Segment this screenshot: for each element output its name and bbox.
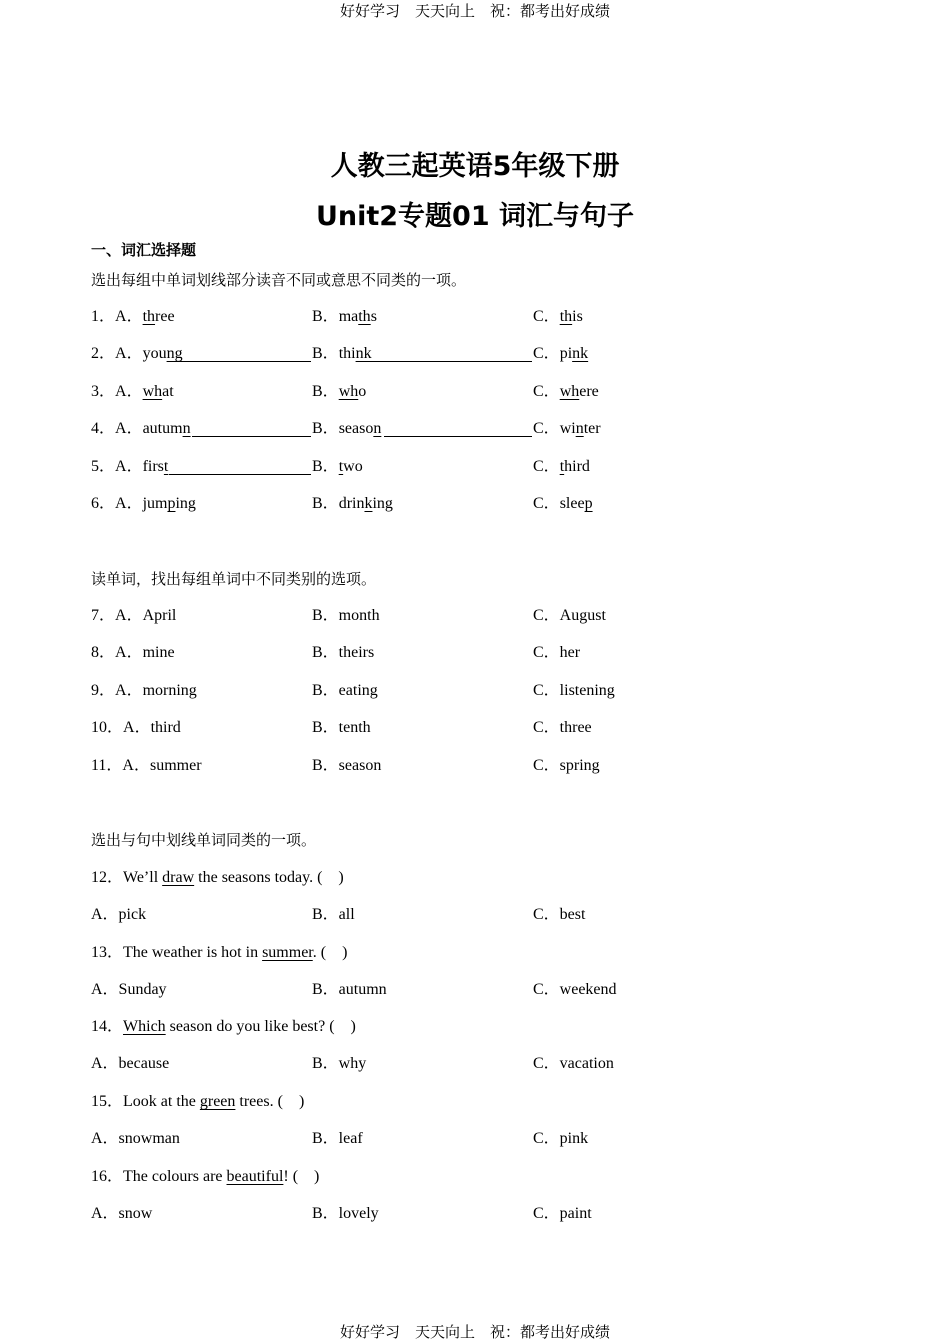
option-b: B．lovely xyxy=(312,1205,379,1222)
underlined-letters: wh xyxy=(559,383,580,400)
option-text: ere xyxy=(579,383,599,400)
underlined-letters: wh xyxy=(338,383,359,400)
underlined-letters: k xyxy=(364,495,373,512)
option-a: A．snowman xyxy=(91,1130,180,1147)
option-a xyxy=(91,306,175,328)
option-b xyxy=(312,306,377,328)
option-text: slee xyxy=(559,495,585,512)
sentence-text: 16．The colours are xyxy=(91,1168,227,1185)
sentence-text: 12．We’ll xyxy=(91,869,163,886)
underlined-word: Which xyxy=(123,1018,166,1035)
option-a xyxy=(91,605,176,627)
answer-blank-line xyxy=(371,361,532,362)
question-sentence xyxy=(91,1091,304,1113)
option-b: B．why xyxy=(312,1055,367,1072)
option-c: C．listening xyxy=(533,682,615,699)
option-letter: A． xyxy=(115,495,143,512)
option-c xyxy=(533,306,583,328)
part3-instruction: 选出与句中划线单词同类的一项。 xyxy=(91,831,317,849)
option-a: A．snow xyxy=(91,1205,153,1222)
question-sentence xyxy=(91,942,347,964)
option-a xyxy=(91,343,183,365)
option-c xyxy=(533,343,588,365)
option-c: C．paint xyxy=(533,1205,592,1222)
option-c xyxy=(533,418,601,440)
option-c: C．vacation xyxy=(533,1055,614,1072)
option-text: A．April xyxy=(115,607,177,624)
option-text: you xyxy=(142,345,167,362)
underlined-word: beautiful xyxy=(226,1168,284,1185)
option-b: B．leaf xyxy=(312,1130,363,1147)
sentence-text: ! ( ) xyxy=(283,1168,320,1185)
underlined-letters: th xyxy=(142,308,156,325)
option-c: C．best xyxy=(533,906,586,923)
question-number: 2． xyxy=(91,345,116,362)
question-sentence-row xyxy=(0,1091,950,1113)
option-c: C．three xyxy=(533,719,592,736)
question-sentence xyxy=(91,1166,319,1188)
option-letter: B． xyxy=(312,495,339,512)
option-text: jum xyxy=(142,495,168,512)
question-sentence xyxy=(91,1016,356,1038)
option-b xyxy=(312,456,363,478)
option-letter: A． xyxy=(115,345,143,362)
question-row xyxy=(0,418,950,440)
option-text: ree xyxy=(155,308,175,325)
option-letter: C． xyxy=(533,495,560,512)
question-sentence-row xyxy=(0,867,950,889)
underlined-letters: n xyxy=(182,420,191,437)
question-row xyxy=(0,456,950,478)
option-text: firs xyxy=(142,458,164,475)
option-text: drin xyxy=(338,495,365,512)
option-a: A．because xyxy=(91,1055,170,1072)
option-b: B．autumn xyxy=(312,981,387,998)
question-sentence-row xyxy=(0,942,950,964)
underlined-word: summer xyxy=(262,944,313,961)
question-number: 8． xyxy=(91,644,116,661)
option-text: A．morning xyxy=(115,682,197,699)
option-b: B．eating xyxy=(312,682,378,699)
answer-blank-line xyxy=(192,436,311,437)
answer-blank-line xyxy=(172,361,311,362)
question-row xyxy=(0,343,950,365)
option-c: C．pink xyxy=(533,1130,589,1147)
option-a xyxy=(91,456,168,478)
question-row xyxy=(0,306,950,328)
underlined-letters: wh xyxy=(142,383,163,400)
option-b: B．theirs xyxy=(312,644,375,661)
question-number: 11． xyxy=(91,757,123,774)
option-text: hird xyxy=(564,458,590,475)
question-number: 7． xyxy=(91,607,116,624)
sentence-text: the seasons today. ( ) xyxy=(194,869,344,886)
option-a xyxy=(91,381,174,403)
options-row xyxy=(0,904,950,926)
option-b: B．all xyxy=(312,906,355,923)
section-heading: 一、词汇选择题 xyxy=(91,241,197,259)
question-sentence-row xyxy=(0,1166,950,1188)
option-text: autum xyxy=(142,420,183,437)
underlined-letters: p xyxy=(167,495,176,512)
option-c: C．her xyxy=(533,644,581,661)
question-number: 4． xyxy=(91,420,116,437)
part2-instruction: 读单词，找出每组单词中不同类别的选项。 xyxy=(91,570,377,588)
option-b xyxy=(312,493,393,515)
option-c xyxy=(533,493,593,515)
answer-blank-line xyxy=(169,474,311,475)
option-b xyxy=(312,418,381,440)
option-text: wi xyxy=(559,420,576,437)
option-text: is xyxy=(572,308,583,325)
option-text: wo xyxy=(343,458,363,475)
sentence-text: trees. ( ) xyxy=(235,1093,305,1110)
part1-instruction: 选出每组中单词划线部分读音不同或意思不同类的一项。 xyxy=(91,271,467,289)
question-row xyxy=(0,755,950,777)
option-a xyxy=(91,493,196,515)
underlined-letters: t xyxy=(338,458,344,475)
option-a xyxy=(91,755,202,777)
option-c: C．weekend xyxy=(533,981,617,998)
sentence-text: 14． xyxy=(91,1018,124,1035)
option-b: B．season xyxy=(312,757,382,774)
option-c xyxy=(533,456,590,478)
question-number: 10． xyxy=(91,719,124,736)
option-b xyxy=(312,343,372,365)
option-text: at xyxy=(162,383,174,400)
option-c xyxy=(533,381,599,403)
question-row xyxy=(0,605,950,627)
question-row xyxy=(0,642,950,664)
option-letter: B． xyxy=(312,420,339,437)
option-text: pi xyxy=(559,345,573,362)
option-text: ing xyxy=(175,495,196,512)
option-letter: C． xyxy=(533,458,560,475)
question-number: 9． xyxy=(91,682,116,699)
options-row xyxy=(0,1203,950,1225)
option-letter: B． xyxy=(312,458,339,475)
underlined-letters: nk xyxy=(355,345,372,362)
option-text: ing xyxy=(372,495,393,512)
option-letter: C． xyxy=(533,383,560,400)
question-number: 6． xyxy=(91,495,116,512)
option-text: seaso xyxy=(338,420,374,437)
underlined-letters: ng xyxy=(166,345,183,362)
option-letter: A． xyxy=(115,383,143,400)
option-a xyxy=(91,717,181,739)
sentence-text: . ( ) xyxy=(312,944,348,961)
document-title: 人教三起英语5年级下册 xyxy=(330,151,620,182)
question-row xyxy=(0,680,950,702)
underlined-letters: t xyxy=(559,458,565,475)
options-row xyxy=(0,979,950,1001)
option-text: A．mine xyxy=(115,644,175,661)
option-c: C．August xyxy=(533,607,606,624)
option-text: s xyxy=(370,308,377,325)
sentence-text: 13．The weather is hot in xyxy=(91,944,263,961)
question-number: 3． xyxy=(91,383,116,400)
option-a: A．Sunday xyxy=(91,981,167,998)
option-letter: B． xyxy=(312,345,339,362)
option-b xyxy=(312,381,366,403)
option-text: o xyxy=(358,383,367,400)
option-letter: B． xyxy=(312,308,339,325)
option-a xyxy=(91,680,197,702)
options-row xyxy=(0,1128,950,1150)
question-number: 5． xyxy=(91,458,116,475)
option-text: ma xyxy=(338,308,359,325)
underlined-letters: n xyxy=(373,420,382,437)
option-letter: C． xyxy=(533,308,560,325)
option-letter: A． xyxy=(115,308,143,325)
option-text: A．summer xyxy=(122,757,202,774)
option-a xyxy=(91,642,175,664)
underlined-word: draw xyxy=(162,869,195,886)
question-sentence-row xyxy=(0,1016,950,1038)
option-letter: B． xyxy=(312,383,339,400)
answer-blank-line xyxy=(384,436,532,437)
option-text: ter xyxy=(583,420,601,437)
option-letter: C． xyxy=(533,420,560,437)
document-subtitle: Unit2专题01 词汇与句子 xyxy=(315,201,635,232)
question-row xyxy=(0,381,950,403)
underlined-letters: n xyxy=(575,420,584,437)
underlined-letters: th xyxy=(559,308,573,325)
sentence-text: season do you like best? ( ) xyxy=(165,1018,356,1035)
question-row xyxy=(0,493,950,515)
option-a: A．pick xyxy=(91,906,147,923)
question-sentence xyxy=(91,867,344,889)
question-row xyxy=(0,717,950,739)
option-letter: A． xyxy=(115,420,143,437)
sentence-text: 15．Look at the xyxy=(91,1093,200,1110)
underlined-letters: th xyxy=(358,308,371,325)
underlined-letters: t xyxy=(163,458,169,475)
option-b: B．month xyxy=(312,607,380,624)
option-letter: A． xyxy=(115,458,143,475)
underlined-word: green xyxy=(199,1093,236,1110)
page-header: 好好学习 天天向上 祝：都考出好成绩 xyxy=(339,2,610,20)
options-row xyxy=(0,1053,950,1075)
question-number: 1． xyxy=(91,308,116,325)
option-c: C．spring xyxy=(533,757,600,774)
page-footer: 好好学习 天天向上 祝：都考出好成绩 xyxy=(339,1323,610,1341)
option-b: B．tenth xyxy=(312,719,371,736)
option-letter: C． xyxy=(533,345,560,362)
underlined-letters: p xyxy=(584,495,593,512)
option-text: thi xyxy=(338,345,356,362)
option-text: A．third xyxy=(123,719,181,736)
option-a xyxy=(91,418,191,440)
underlined-letters: nk xyxy=(572,345,589,362)
